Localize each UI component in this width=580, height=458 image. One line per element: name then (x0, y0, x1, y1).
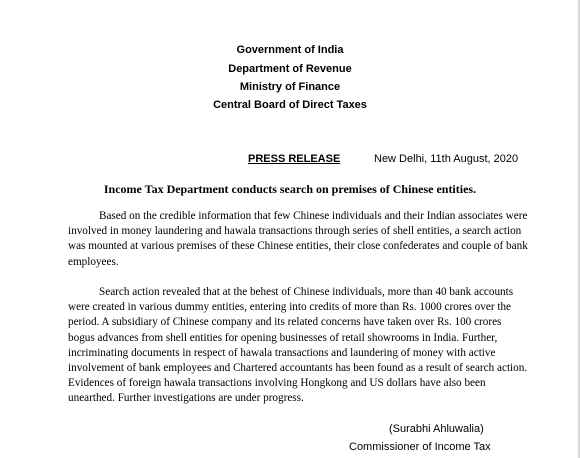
signatory-name: (Surabhi Ahluwalia) (389, 423, 484, 435)
headline: Income Tax Department conducts search on premises of Chinese entities. (103, 182, 477, 196)
letterhead-ministry: Ministry of Finance (239, 81, 341, 93)
body-paragraph-2: Search action revealed that at the behest of Chinese individuals, more than 40 bank accounts were created in various dummy entities, entering into credits of more than Rs. 1000 crores over the period. A subsidiary of Chinese company and its related concerns have taken over Rs. 100 crores bogus advances from shell entities for opening businesses of retail showrooms in India. Further, incriminating documents in respect of hawala transactions and laundering of money with active involvement of bank employees and Chartered accountants has been found as a result of search action. Evidences of foreign hawala transactions involving Hongkong and US dollars have also been unearthed. Further investigations are under progress. (68, 286, 528, 405)
body-paragraph-1: Based on the credible information that few Chinese individuals and their Indian associates were involved in money laundering and hawala transactions through series of shell entities, a search action was mounted at various premises of these Chinese entities, their close confederates and couple of bank employees. (68, 210, 528, 268)
place-date: New Delhi, 11th August, 2020 (374, 153, 519, 165)
signatory-title: Commissioner of Income Tax (349, 441, 491, 453)
letterhead-board: Central Board of Direct Taxes (213, 99, 367, 111)
press-release-label: PRESS RELEASE (248, 153, 341, 165)
letterhead-government: Government of India (236, 44, 344, 56)
letterhead-department: Department of Revenue (228, 63, 352, 75)
